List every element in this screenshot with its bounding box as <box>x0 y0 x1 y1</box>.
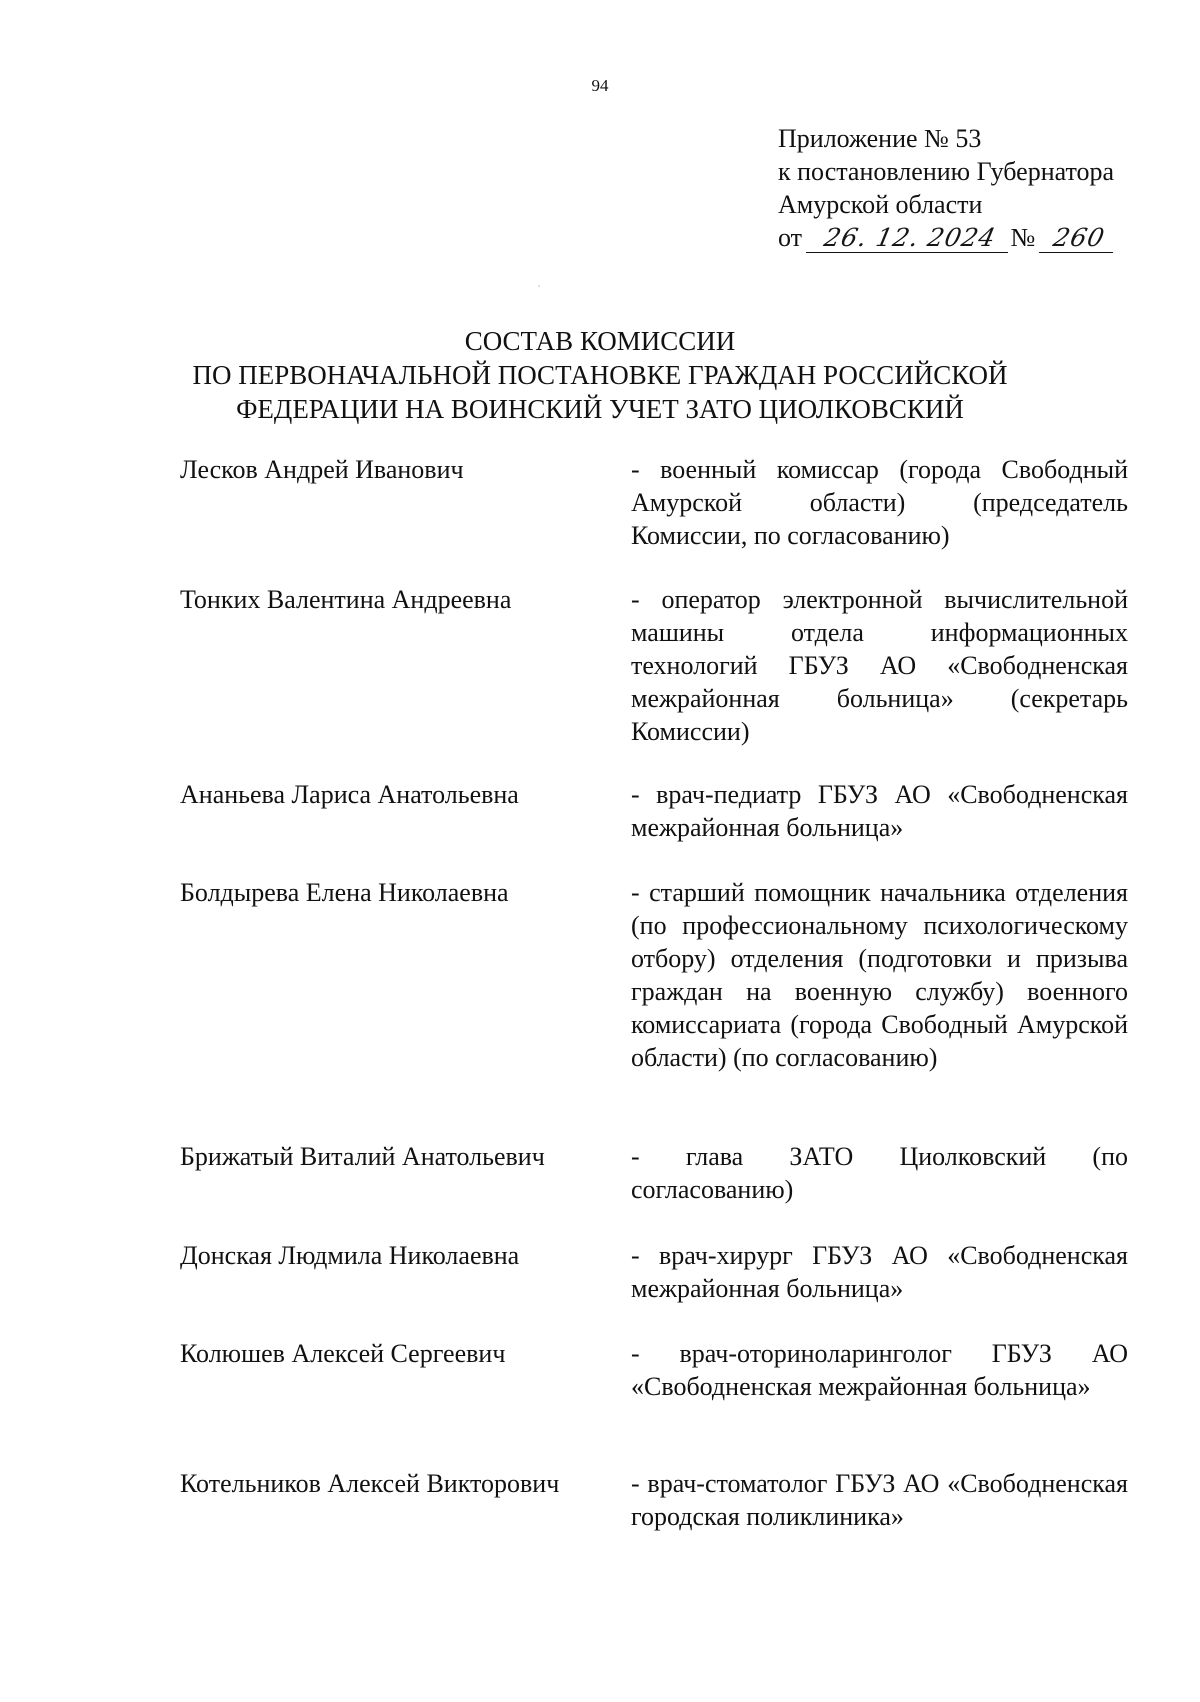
appendix-block <box>778 122 1178 254</box>
appendix-date-line <box>778 221 1178 254</box>
member-name: Лесков Андрей Иванович <box>180 455 464 484</box>
scan-speck <box>538 285 540 287</box>
member-name: Ананьева Лариса Анатольевна <box>180 780 519 809</box>
member-role: - врач-педиатр ГБУЗ АО «Свободненская межрайонная больница» <box>631 780 1128 842</box>
member-role: - глава ЗАТО Циолковский (по согласованию) <box>631 1142 1128 1204</box>
page-number: 94 <box>591 76 609 95</box>
from-label: от <box>778 223 803 252</box>
title-line-3: ФЕДЕРАЦИИ НА ВОИНСКИЙ УЧЕТ ЗАТО ЦИОЛКОВСКИЙ <box>236 394 964 424</box>
member-name: Брижатый Виталий Анатольевич <box>180 1142 545 1171</box>
appendix-line-2: к постановлению Губернатора <box>778 157 1115 186</box>
title-line-1: СОСТАВ КОМИССИИ <box>464 326 736 356</box>
member-role: - врач-оториноларинголог ГБУЗ АО «Свободненская межрайонная больница» <box>631 1339 1128 1401</box>
number-label: № <box>1010 223 1036 252</box>
appendix-line-3: Амурской области <box>778 190 983 219</box>
member-role: - врач-хирург ГБУЗ АО «Свободненская межрайонная больница» <box>631 1241 1128 1303</box>
member-name: Донская Людмила Николаевна <box>180 1241 520 1270</box>
member-role: - старший помощник начальника отделения (по профессиональному психологическому отбору) отделения (подготовки и призыва граждан на военную службу) военного комиссариата (города Свободный Амурской области) (по согласованию) <box>631 878 1128 1072</box>
title-line-2: ПО ПЕРВОНАЧАЛЬНОЙ ПОСТАНОВКЕ ГРАЖДАН РОССИЙСКОЙ <box>192 360 1008 390</box>
handwritten-date: 26. 12. 2024 <box>805 224 1013 253</box>
handwritten-number: 260 <box>1039 224 1119 253</box>
member-name: Болдырева Елена Николаевна <box>180 878 509 907</box>
member-role: - военный комиссар (города Свободный Амурской области) (председатель Комиссии, по согласованию) <box>631 455 1128 550</box>
document-title <box>0 324 1200 426</box>
appendix-line-1: Приложение № 53 <box>778 124 982 153</box>
member-role: - врач-стоматолог ГБУЗ АО «Свободненская городская поликлиника» <box>631 1469 1128 1531</box>
member-name: Тонких Валентина Андреевна <box>180 585 512 614</box>
member-role: - оператор электронной вычислительной машины отдела информационных технологий ГБУЗ АО «Свободненская межрайонная больница» (секретарь Комиссии) <box>631 585 1128 746</box>
member-name: Котельников Алексей Викторович <box>180 1469 560 1498</box>
member-name: Колюшев Алексей Сергеевич <box>180 1339 506 1368</box>
